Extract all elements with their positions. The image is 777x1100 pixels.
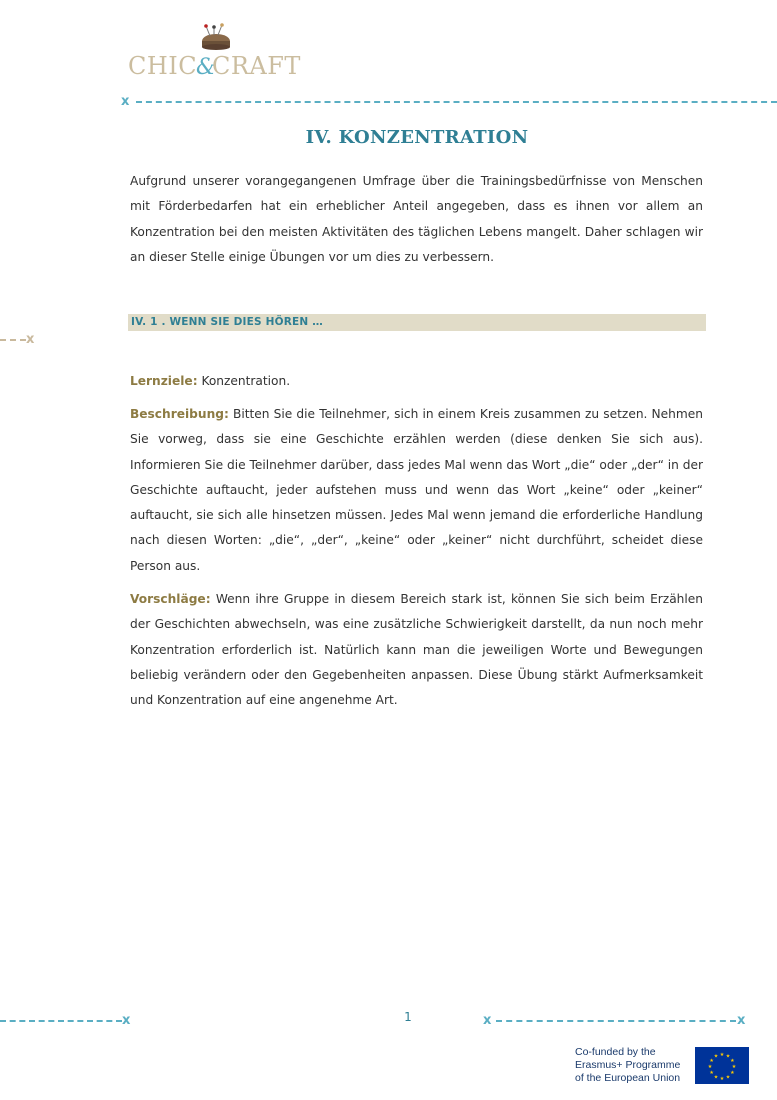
top-dashed-divider <box>136 101 777 103</box>
eu-flag-icon <box>695 1047 749 1084</box>
cofund-text <box>575 1046 695 1085</box>
lernziele-paragraph <box>130 369 703 394</box>
svg-text:★: ★ <box>709 1070 714 1076</box>
logo-text-craft: CRAFT <box>212 52 301 80</box>
page-title: IV. KONZENTRATION <box>305 127 529 148</box>
side-dashed-divider <box>0 339 26 341</box>
cofund-line-2: Erasmus+ Programme <box>575 1059 681 1071</box>
section-heading-bar <box>128 314 706 331</box>
footer-dashed-divider-right <box>496 1020 736 1022</box>
svg-text:★: ★ <box>713 1053 719 1060</box>
svg-text:★: ★ <box>731 1064 737 1070</box>
lernziele-label: Lernziele: <box>130 374 198 388</box>
svg-text:★: ★ <box>719 1076 725 1082</box>
stitch-x-mark: x <box>121 94 130 109</box>
lernziele-text: Konzentration. <box>197 374 291 388</box>
logo-text-amp: & <box>196 55 216 80</box>
vorschlaege-text: Wenn ihre Gruppe in diesem Bereich stark ist, können Sie sich beim Erzählen der Geschichten abwechseln, was eine zusätzliche Schwierigkeit darstellt, da nun noch mehr Konzentration erforderlich ist. Natürlich kann man die jeweiligen Worte und Bewegungen beliebig verändern oder den Gegebenheiten anpassen. Diese Übung stärkt Aufmerksamkeit und Konzentration auf eine angenehme Art. <box>130 592 703 708</box>
vorschlaege-paragraph <box>130 587 703 713</box>
svg-text:★: ★ <box>707 1064 713 1070</box>
cofund-line-1: Co-funded by the <box>575 1046 656 1058</box>
svg-text:★: ★ <box>730 1058 735 1064</box>
svg-text:★: ★ <box>713 1074 719 1081</box>
svg-text:★: ★ <box>725 1074 731 1081</box>
footer-stitch-x-left: x <box>122 1013 131 1028</box>
svg-text:★: ★ <box>719 1052 725 1058</box>
page-number: 1 <box>404 1010 412 1024</box>
footer-stitch-x-right: x <box>737 1013 746 1028</box>
vorschlaege-label: Vorschläge: <box>130 592 211 606</box>
section-heading: IV. 1 . WENN SIE DIES HÖREN … <box>131 316 323 328</box>
side-stitch-x-mark: x <box>26 332 35 347</box>
cofund-line-3: of the European Union <box>575 1072 681 1084</box>
svg-text:★: ★ <box>709 1058 714 1064</box>
logo-text-chic: CHIC <box>128 52 198 80</box>
intro-paragraph: Aufgrund unserer vorangegangenen Umfrage über die Trainingsbedürfnisse von Menschen mit Förderbedarfen hat ein erheblicher Anteil angegeben, dass es ihnen vor allem an Konzentration bei den meisten Aktivitäten des täglichen Lebens mangelt. Daher schlagen wir an dieser Stelle einige Übungen vor um dies zu verbessern. <box>130 174 703 264</box>
pincushion-icon <box>202 23 230 50</box>
beschreibung-text: Bitten Sie die Teilnehmer, sich in einem Kreis zusammen zu setzen. Nehmen Sie vorweg, dass sie eine Geschichte erzählen werden (diese denken Sie sich aus). Informieren Sie die Teilnehmer darüber, dass jedes Mal wenn das Wort „die“ oder „der“ in der Geschichte auftaucht, jeder aufstehen muss und wenn das Wort „keine“ oder „keiner“ auftaucht, sie sich alle hinsetzen müssen. Jedes Mal wenn jemand die erforderliche Handlung nach diesen Worten: „die“, „der“, „keine“ oder „keiner“ nicht durchführt, scheidet diese Person aus. <box>130 407 703 573</box>
beschreibung-label: Beschreibung: <box>130 407 229 421</box>
svg-text:★: ★ <box>730 1070 735 1076</box>
footer-dashed-divider-left <box>0 1020 122 1022</box>
chic-craft-logo <box>126 22 301 82</box>
beschreibung-paragraph <box>130 402 703 579</box>
svg-text:★: ★ <box>725 1053 731 1060</box>
footer-stitch-x-mid: x <box>483 1013 492 1028</box>
